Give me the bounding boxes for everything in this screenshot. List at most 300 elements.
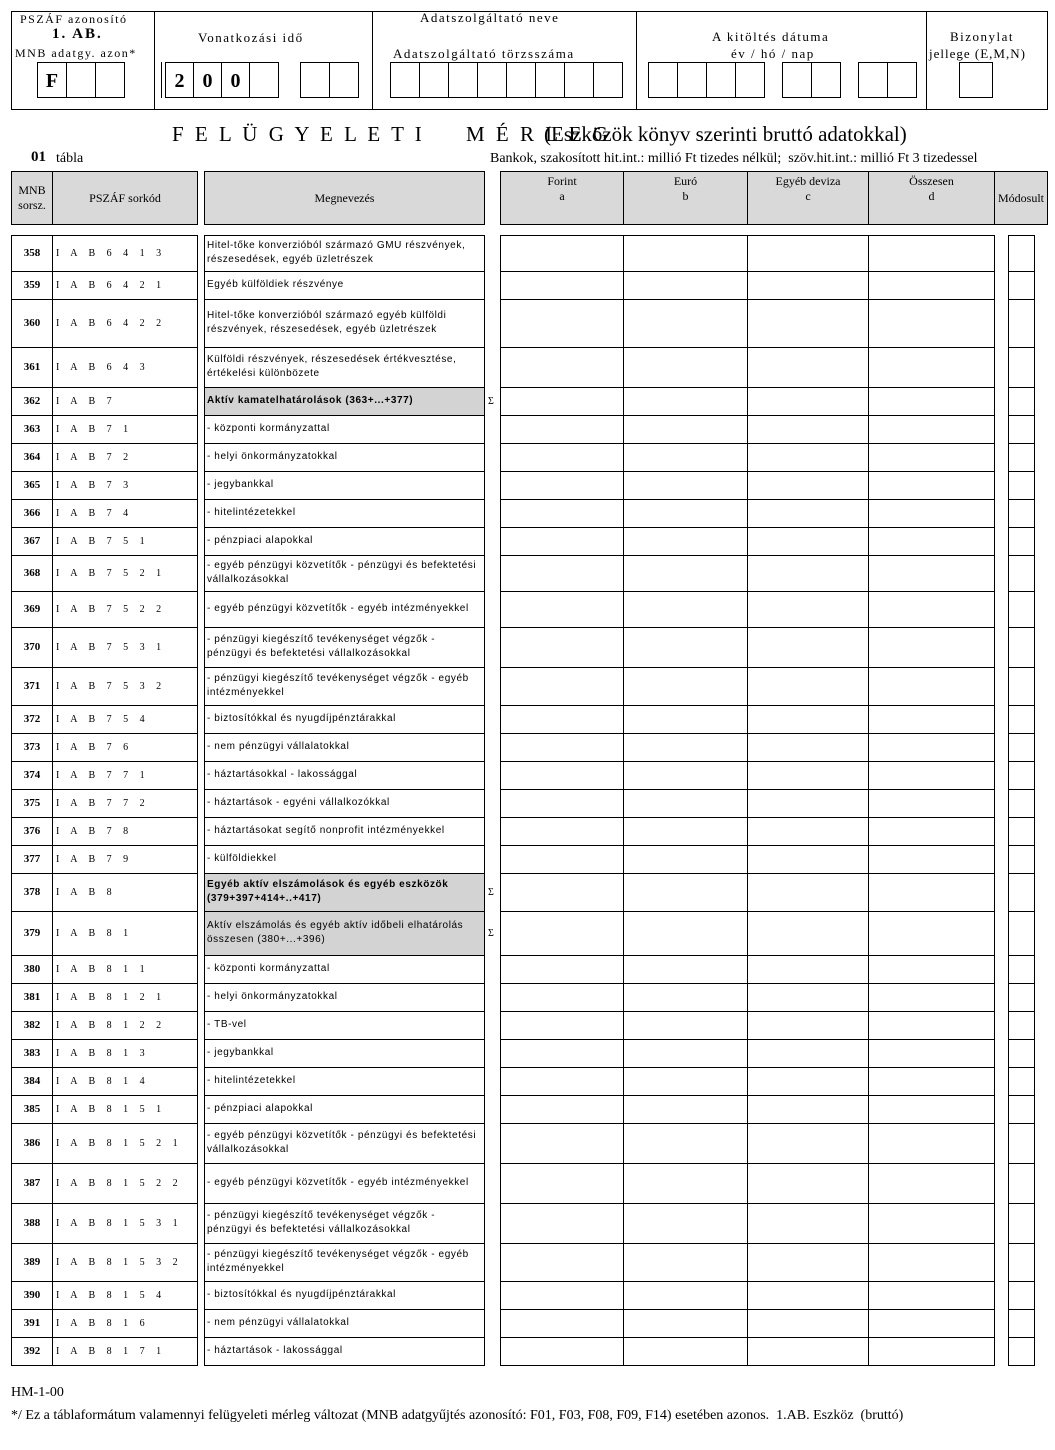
value-cell-modified[interactable] [1008,1039,1035,1068]
value-cell-modified[interactable] [1008,667,1035,706]
value-cell-euro[interactable] [623,667,748,706]
value-cell-total[interactable] [868,1011,995,1040]
fill-date-digit-box[interactable] [648,62,678,98]
value-cell-forint[interactable] [500,627,624,668]
row-divider [204,1039,485,1040]
value-cell-euro[interactable] [623,761,748,790]
value-cell-modified[interactable] [1008,1067,1035,1096]
row-divider [204,1095,485,1096]
value-cell-total[interactable] [868,591,995,628]
fill-date-digit-box[interactable] [706,62,736,98]
value-cell-modified[interactable] [1008,789,1035,818]
value-cell-modified[interactable] [1008,1123,1035,1164]
value-cell-other[interactable] [747,1067,869,1096]
value-cell-total[interactable] [868,1039,995,1068]
value-cell-modified[interactable] [1008,705,1035,734]
value-cell-other[interactable] [747,235,869,272]
value-cell-forint[interactable] [500,499,624,528]
row-divider [11,1011,198,1012]
value-cell-other[interactable] [747,733,869,762]
row-divider [11,555,198,556]
value-cell-other[interactable] [747,555,869,592]
value-cell-other[interactable] [747,443,869,472]
value-cell-other[interactable] [747,1281,869,1310]
value-cell-euro[interactable] [623,347,748,388]
value-cell-total[interactable] [868,1163,995,1204]
row-divider [11,1337,198,1338]
row-divider [11,499,198,500]
value-cell-euro[interactable] [623,1067,748,1096]
ref-digit-2: 0 [202,70,213,92]
value-cell-modified[interactable] [1008,1163,1035,1204]
value-cell-euro[interactable] [623,1095,748,1124]
row-divider [204,705,485,706]
fill-date-digit-box[interactable] [858,62,888,98]
row-pszaf-code: I A B 7 9 [56,853,133,865]
row-divider [204,1365,485,1366]
row-mnb-number: 366 [23,507,41,519]
row-divider [204,527,485,528]
row-pszaf-code: I A B 7 1 [56,423,133,435]
row-description: - TB-vel [207,1019,247,1030]
column-divider [204,235,205,1365]
value-cell-euro[interactable] [623,1243,748,1282]
value-cell-other[interactable] [747,1243,869,1282]
provider-reg-digit-box[interactable] [477,62,507,98]
value-cell-euro[interactable] [623,733,748,762]
value-cell-modified[interactable] [1008,347,1035,388]
value-cell-total[interactable] [868,1067,995,1096]
provider-reg-digit-box[interactable] [535,62,565,98]
value-cell-total[interactable] [868,1309,995,1338]
row-pszaf-code: I A B 6 4 2 1 [56,279,166,291]
value-cell-total[interactable] [868,271,995,300]
row-divider [204,1011,485,1012]
value-cell-euro[interactable] [623,499,748,528]
row-pszaf-code: I A B 7 6 [56,741,133,753]
value-cell-forint[interactable] [500,817,624,846]
value-cell-other[interactable] [747,845,869,874]
value-cell-total[interactable] [868,1281,995,1310]
row-pszaf-code: I A B 7 5 1 [56,535,150,547]
row-divider [204,955,485,956]
value-cell-total[interactable] [868,845,995,874]
value-cell-total[interactable] [868,983,995,1012]
value-cell-euro[interactable] [623,817,748,846]
value-cell-forint[interactable] [500,1123,624,1164]
value-cell-forint[interactable] [500,667,624,706]
value-cell-forint[interactable] [500,873,624,912]
value-cell-other[interactable] [747,1095,869,1124]
value-cell-other[interactable] [747,1203,869,1244]
row-mnb-number: 358 [23,247,41,259]
value-cell-forint[interactable] [500,983,624,1012]
value-cell-euro[interactable] [623,443,748,472]
fill-date-label: A kitöltés dátuma [712,29,830,44]
value-cell-euro[interactable] [623,1309,748,1338]
row-mnb-number: 369 [23,603,41,615]
value-cell-other[interactable] [747,789,869,818]
value-cell-modified[interactable] [1008,911,1035,956]
value-cell-other[interactable] [747,817,869,846]
value-cell-modified[interactable] [1008,817,1035,846]
value-cell-modified[interactable] [1008,1309,1035,1338]
row-description: - hitelintézetekkel [207,1075,296,1086]
value-cell-other[interactable] [747,1309,869,1338]
value-cell-modified[interactable] [1008,471,1035,500]
row-pszaf-code: I A B 7 7 1 [56,769,150,781]
header-divider [154,11,155,110]
value-cell-forint[interactable] [500,845,624,874]
value-cell-total[interactable] [868,1337,995,1366]
value-cell-forint[interactable] [500,1337,624,1366]
value-cell-other[interactable] [747,705,869,734]
pszaf-digit-box[interactable] [66,62,96,98]
col-euro [623,171,748,225]
row-description: - biztosítókkal és nyugdíjpénztárakkal [207,713,396,724]
value-cell-total[interactable] [868,471,995,500]
value-cell-total[interactable] [868,817,995,846]
value-cell-total[interactable] [868,1203,995,1244]
value-cell-forint[interactable] [500,591,624,628]
value-cell-total[interactable] [868,555,995,592]
value-cell-total[interactable] [868,415,995,444]
value-cell-euro[interactable] [623,705,748,734]
row-description: - helyi önkormányzatokkal [207,451,338,462]
row-mnb-number: 377 [23,853,41,865]
value-cell-total[interactable] [868,627,995,668]
value-cell-modified[interactable] [1008,387,1035,416]
row-description: - háztartásokat segítő nonprofit intézményekkel [207,825,445,836]
provider-reg-digit-box[interactable] [593,62,623,98]
value-cell-modified[interactable] [1008,555,1035,592]
value-cell-total[interactable] [868,1095,995,1124]
value-cell-forint[interactable] [500,347,624,388]
value-cell-modified[interactable] [1008,873,1035,912]
value-cell-total[interactable] [868,499,995,528]
row-divider [11,387,198,388]
value-cell-forint[interactable] [500,471,624,500]
row-mnb-number: 367 [23,535,41,547]
value-cell-euro[interactable] [623,1281,748,1310]
value-cell-forint[interactable] [500,1067,624,1096]
row-pszaf-code: I A B 8 1 5 1 [56,1103,166,1115]
ref-digit-box[interactable] [249,62,279,98]
value-cell-other[interactable] [747,911,869,956]
value-cell-total[interactable] [868,705,995,734]
row-description: Hitel-tőke konverzióból származó GMU részvények, részesedések, egyéb üzletrészek [207,240,466,265]
row-divider [204,789,485,790]
value-cell-total[interactable] [868,733,995,762]
value-cell-forint[interactable] [500,1039,624,1068]
value-cell-other[interactable] [747,499,869,528]
value-cell-total[interactable] [868,911,995,956]
row-divider [204,387,485,388]
value-cell-forint[interactable] [500,1095,624,1124]
row-mnb-number: 374 [23,769,41,781]
value-cell-euro[interactable] [623,1163,748,1204]
value-cell-forint[interactable] [500,1281,624,1310]
value-cell-euro[interactable] [623,789,748,818]
ref-digit-box[interactable] [300,62,330,98]
value-cell-modified[interactable] [1008,761,1035,790]
value-cell-euro[interactable] [623,1123,748,1164]
row-divider [204,667,485,668]
fill-date-digit-box[interactable] [782,62,812,98]
value-cell-total[interactable] [868,299,995,348]
value-cell-other[interactable] [747,667,869,706]
value-cell-modified[interactable] [1008,443,1035,472]
value-cell-forint[interactable] [500,955,624,984]
value-cell-total[interactable] [868,1243,995,1282]
value-cell-modified[interactable] [1008,591,1035,628]
page-title: F E L Ü G Y E L E T I M É R L E G [172,122,611,146]
value-cell-forint[interactable] [500,1309,624,1338]
row-description: - helyi önkormányzatokkal [207,991,338,1002]
col-total [868,171,995,225]
value-cell-forint[interactable] [500,387,624,416]
provider-reg-digit-box[interactable] [448,62,478,98]
provider-reg-digit-box[interactable] [390,62,420,98]
value-cell-euro[interactable] [623,299,748,348]
col-mnb-line2: sorsz. [18,198,46,212]
row-divider [204,1067,485,1068]
value-cell-forint[interactable] [500,415,624,444]
row-divider [11,1281,198,1282]
value-cell-total[interactable] [868,789,995,818]
value-cell-euro[interactable] [623,271,748,300]
row-divider [204,499,485,500]
value-cell-modified[interactable] [1008,627,1035,668]
row-pszaf-code: I A B 8 1 6 [56,1317,150,1329]
provider-reg-digit-box[interactable] [506,62,536,98]
value-cell-other[interactable] [747,761,869,790]
row-divider [11,235,198,236]
value-cell-modified[interactable] [1008,845,1035,874]
value-cell-modified[interactable] [1008,1281,1035,1310]
value-cell-other[interactable] [747,271,869,300]
row-pszaf-code: I A B 8 1 [56,927,133,939]
column-divider [197,235,198,1365]
value-cell-euro[interactable] [623,387,748,416]
value-cell-other[interactable] [747,1011,869,1040]
value-cell-forint[interactable] [500,1243,624,1282]
pszaf-digit-box[interactable] [95,62,125,98]
value-cell-euro[interactable] [623,235,748,272]
value-cell-euro[interactable] [623,911,748,956]
doc-type-label: Bizonylat [950,29,1015,44]
value-cell-forint[interactable] [500,733,624,762]
value-cell-forint[interactable] [500,235,624,272]
value-cell-forint[interactable] [500,443,624,472]
value-cell-total[interactable] [868,873,995,912]
provider-reg-digit-box[interactable] [419,62,449,98]
value-cell-modified[interactable] [1008,983,1035,1012]
row-description: Egyéb aktív elszámolások és egyéb eszközök (379+397+414+..+417) [204,873,485,911]
value-cell-other[interactable] [747,527,869,556]
row-divider [11,873,198,874]
value-cell-modified[interactable] [1008,271,1035,300]
value-cell-euro[interactable] [623,983,748,1012]
value-cell-forint[interactable] [500,1011,624,1040]
row-description: - hitelintézetekkel [207,507,296,518]
value-cell-euro[interactable] [623,415,748,444]
row-pszaf-code: I A B 7 5 2 2 [56,603,166,615]
row-pszaf-code: I A B 7 2 [56,451,133,463]
value-cell-other[interactable] [747,873,869,912]
row-divider [204,1337,485,1338]
col-pszaf-code: PSZÁF sorkód [52,171,198,225]
value-cell-modified[interactable] [1008,527,1035,556]
fill-date-digit-box[interactable] [735,62,765,98]
value-cell-other[interactable] [747,955,869,984]
value-cell-total[interactable] [868,387,995,416]
sigma-icon: Σ [488,886,494,898]
value-cell-forint[interactable] [500,271,624,300]
value-cell-modified[interactable] [1008,415,1035,444]
row-description: - háztartások - egyéni vállalkozókkal [207,797,390,808]
value-cell-forint[interactable] [500,761,624,790]
value-cell-total[interactable] [868,347,995,388]
value-cell-euro[interactable] [623,873,748,912]
row-divider [11,299,198,300]
value-cell-other[interactable] [747,1039,869,1068]
table-number: 01 [31,149,46,165]
value-cell-total[interactable] [868,667,995,706]
row-divider [204,1203,485,1204]
value-cell-euro[interactable] [623,527,748,556]
row-description: - pénzpiaci alapokkal [207,535,313,546]
col-forint-label: Forint [547,174,577,188]
provider-reg-label: Adatszolgáltató törzsszáma [393,46,575,61]
row-divider [11,1243,198,1244]
value-cell-other[interactable] [747,591,869,628]
row-divider [204,443,485,444]
value-cell-other[interactable] [747,1337,869,1366]
ref-digit-box[interactable] [329,62,359,98]
value-cell-forint[interactable] [500,1203,624,1244]
row-pszaf-code: I A B 7 7 2 [56,797,150,809]
fill-date-format: év / hó / nap [731,46,815,61]
row-mnb-number: 372 [23,713,41,725]
row-divider [11,789,198,790]
row-mnb-number: 388 [23,1217,41,1229]
value-cell-total[interactable] [868,527,995,556]
value-cell-euro[interactable] [623,955,748,984]
fill-date-digit-box[interactable] [887,62,917,98]
value-cell-forint[interactable] [500,789,624,818]
value-cell-forint[interactable] [500,555,624,592]
col-forint [500,171,624,225]
value-cell-total[interactable] [868,443,995,472]
fill-date-digit-box[interactable] [811,62,841,98]
col-euro-sub: b [682,189,689,203]
row-divider [11,761,198,762]
value-cell-euro[interactable] [623,1203,748,1244]
value-cell-modified[interactable] [1008,499,1035,528]
row-description: Egyéb külföldiek részvénye [207,279,344,290]
fill-date-digit-box[interactable] [677,62,707,98]
value-cell-modified[interactable] [1008,1337,1035,1366]
row-pszaf-code: I A B 7 3 [56,479,133,491]
value-cell-euro[interactable] [623,471,748,500]
col-mnb-sorsz [11,171,53,225]
doc-type-label-2: jellege (E,M,N) [929,46,1026,61]
value-cell-euro[interactable] [623,555,748,592]
doc-type-box[interactable] [959,62,993,98]
row-pszaf-code: I A B 6 4 2 2 [56,317,166,329]
value-cell-total[interactable] [868,235,995,272]
row-pszaf-code: I A B 8 1 5 2 1 [56,1137,183,1149]
footer-note: */ Ez a táblaformátum valamennyi felügyeleti mérleg változat (MNB adatgyűjtés azonosító: F01, F03, F08, F09, F14) esetében azonos. 1.AB. Eszköz (bruttó) [11,1408,904,1423]
value-cell-other[interactable] [747,347,869,388]
value-cell-euro[interactable] [623,1039,748,1068]
value-cell-euro[interactable] [623,627,748,668]
row-divider [11,415,198,416]
row-divider [11,471,198,472]
value-cell-forint[interactable] [500,299,624,348]
value-cell-modified[interactable] [1008,299,1035,348]
row-divider [11,817,198,818]
value-cell-modified[interactable] [1008,1011,1035,1040]
value-cell-other[interactable] [747,415,869,444]
value-cell-other[interactable] [747,1123,869,1164]
row-pszaf-code: I A B 7 [56,395,117,407]
value-cell-euro[interactable] [623,1011,748,1040]
row-divider [204,271,485,272]
value-cell-total[interactable] [868,761,995,790]
row-mnb-number: 375 [23,797,41,809]
value-cell-forint[interactable] [500,705,624,734]
row-divider [11,1203,198,1204]
value-cell-euro[interactable] [623,591,748,628]
value-cell-total[interactable] [868,955,995,984]
value-cell-modified[interactable] [1008,733,1035,762]
row-description: - háztartásokkal - lakossággal [207,769,358,780]
value-cell-other[interactable] [747,299,869,348]
provider-reg-digit-box[interactable] [564,62,594,98]
col-modified: Módosult [994,171,1048,225]
value-cell-other[interactable] [747,627,869,668]
row-divider [11,591,198,592]
column-divider [52,235,53,1365]
column-divider [11,235,12,1365]
value-cell-forint[interactable] [500,527,624,556]
value-cell-modified[interactable] [1008,1203,1035,1244]
value-cell-modified[interactable] [1008,1095,1035,1124]
row-divider [11,527,198,528]
row-description: - külföldiekkel [207,853,277,864]
value-cell-total[interactable] [868,1123,995,1164]
row-divider [11,983,198,984]
value-cell-modified[interactable] [1008,235,1035,272]
row-mnb-number: 378 [23,886,41,898]
value-cell-euro[interactable] [623,1337,748,1366]
value-cell-modified[interactable] [1008,955,1035,984]
value-cell-other[interactable] [747,1163,869,1204]
value-cell-euro[interactable] [623,845,748,874]
row-divider [204,347,485,348]
value-cell-other[interactable] [747,387,869,416]
row-mnb-number: 379 [23,927,41,939]
value-cell-forint[interactable] [500,911,624,956]
row-description: - egyéb pénzügyi közvetítők - egyéb intézményekkel [207,1177,469,1188]
value-cell-modified[interactable] [1008,1243,1035,1282]
row-mnb-number: 360 [23,317,41,329]
value-cell-other[interactable] [747,471,869,500]
value-cell-other[interactable] [747,983,869,1012]
value-cell-forint[interactable] [500,1163,624,1204]
